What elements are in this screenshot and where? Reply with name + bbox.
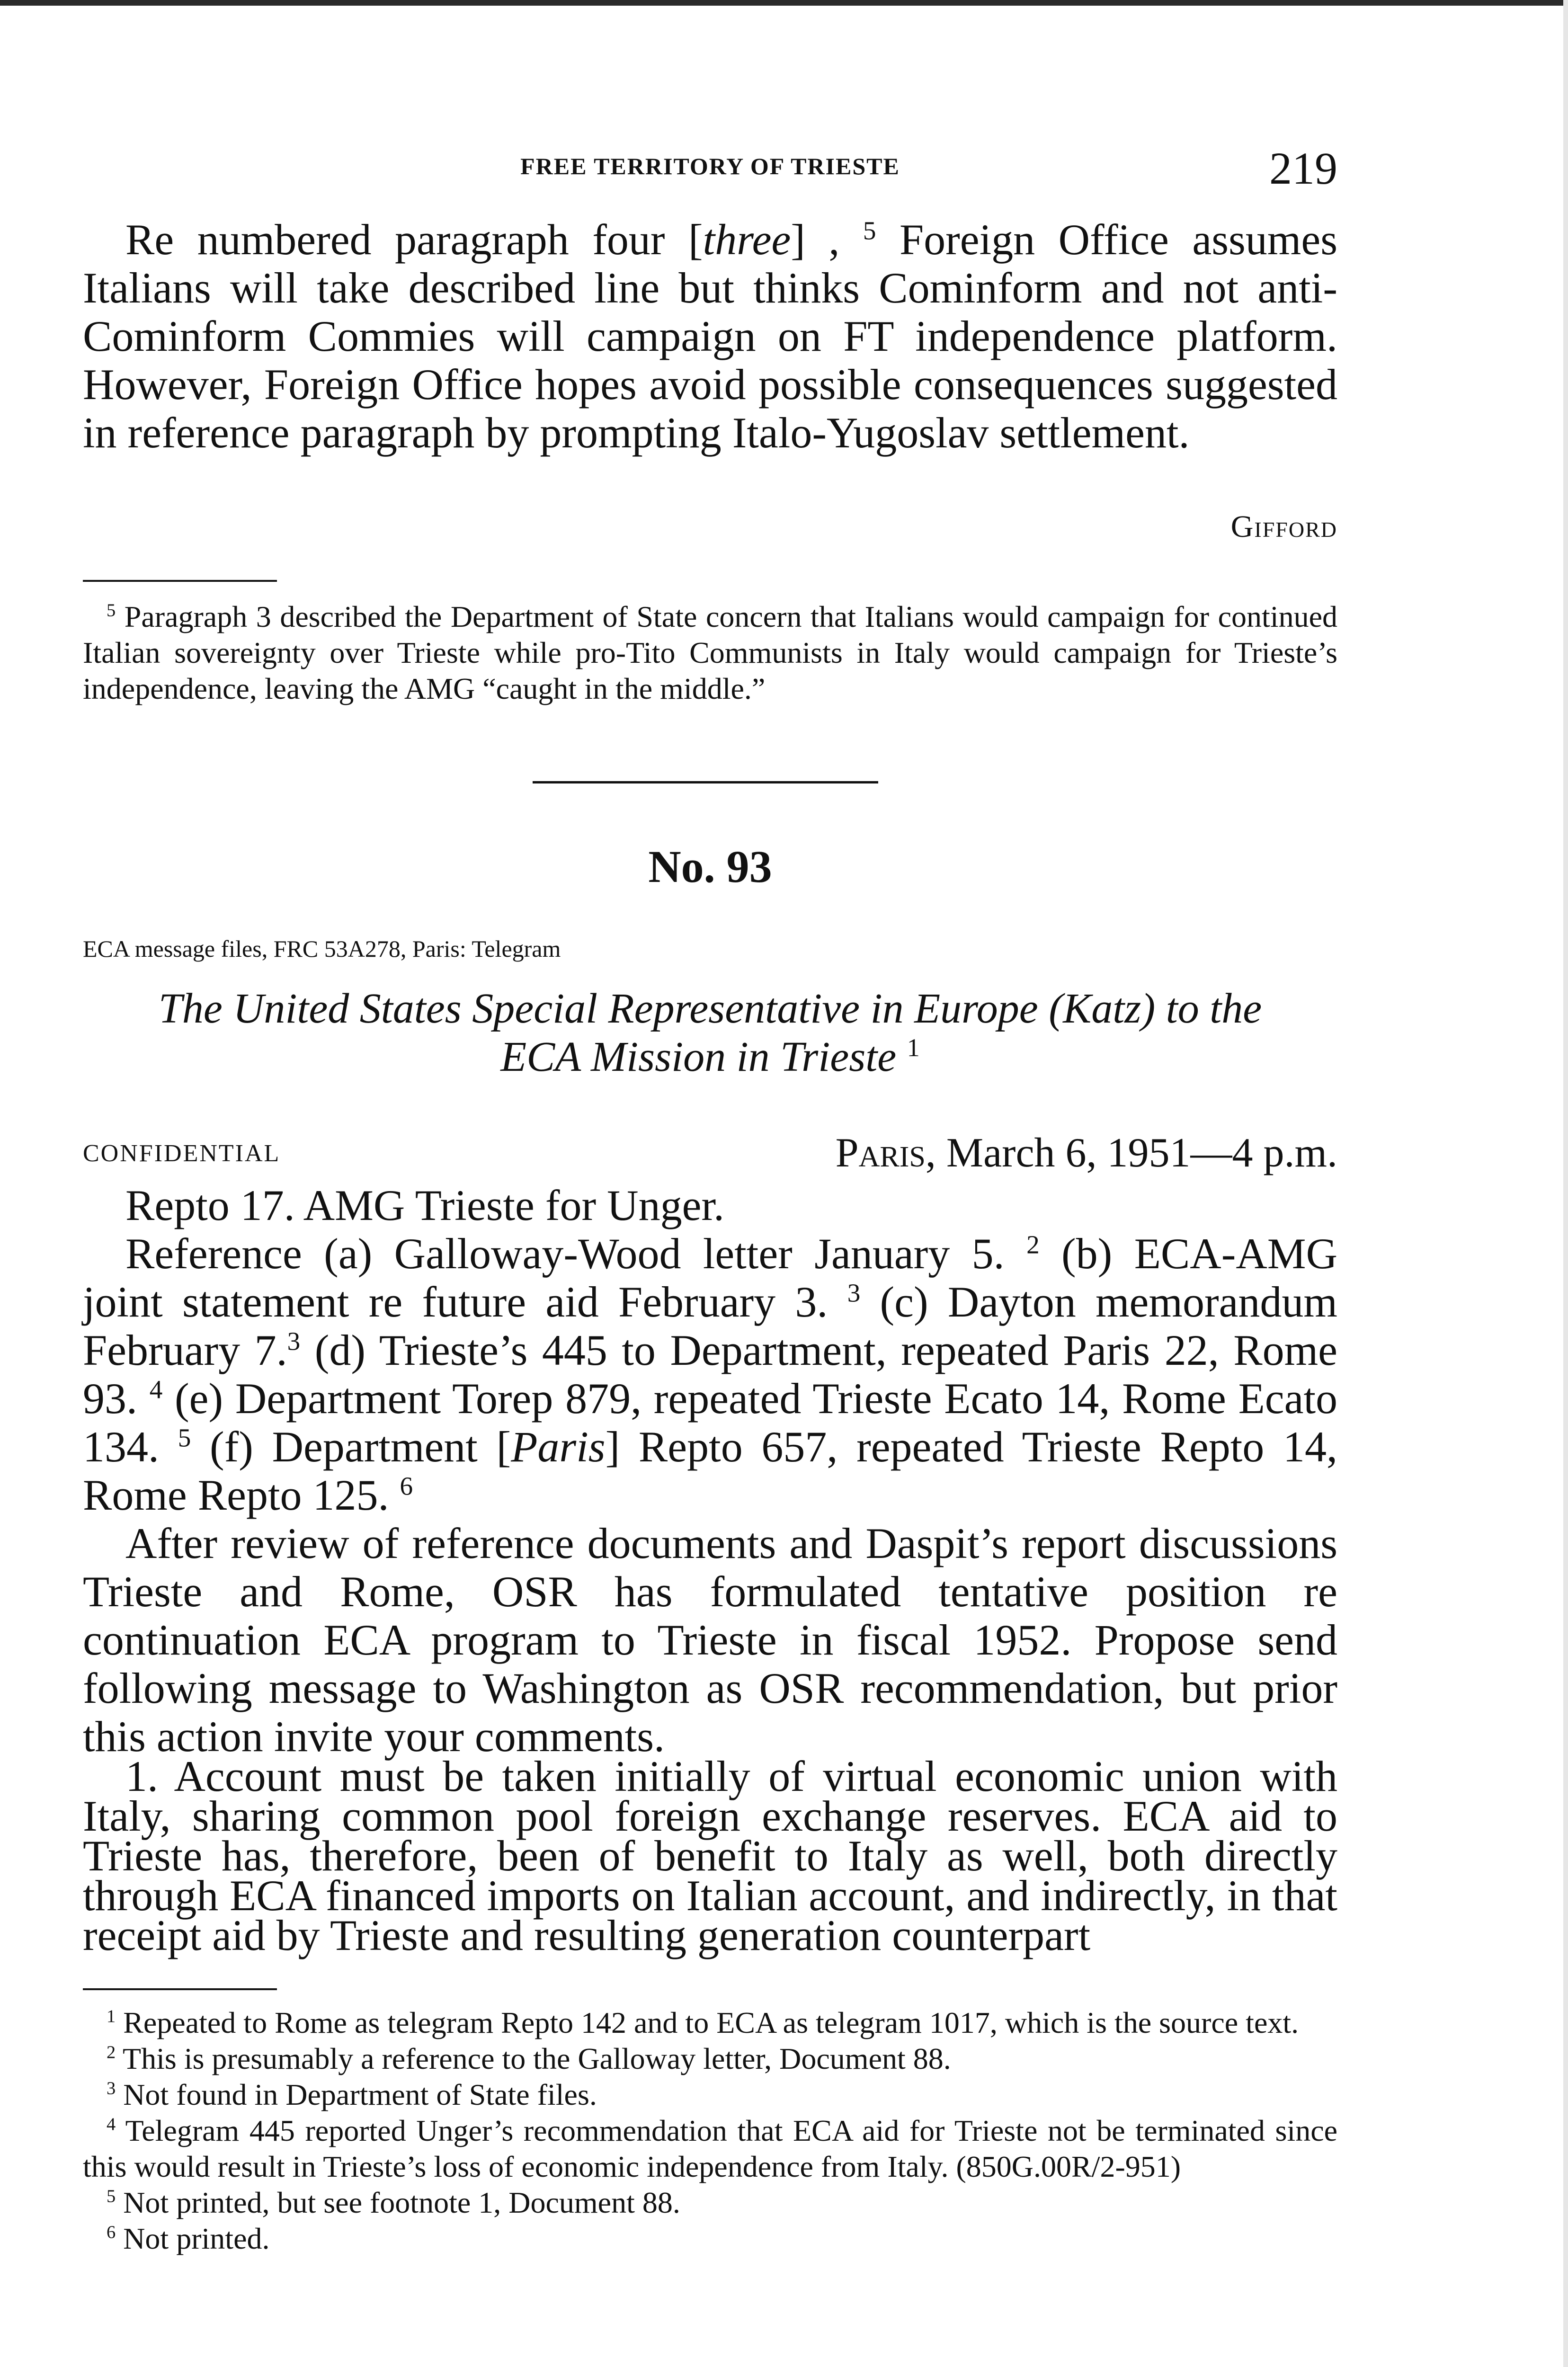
document-source: ECA message files, FRC 53A278, Paris: Telegram [83, 935, 561, 962]
footnote-ref: 3 [287, 1326, 301, 1356]
footnote-rule [83, 1988, 277, 1990]
scan-right-edge [1563, 0, 1568, 2367]
footnote-ref: 4 [149, 1375, 163, 1404]
footnote-6 [83, 2221, 1337, 2257]
body-paragraph-2 [83, 1229, 1337, 1519]
section-rule [533, 781, 878, 783]
footnote-marker: 6 [107, 2222, 116, 2242]
document-number: No. 93 [648, 841, 772, 892]
footnote-ref: 3 [847, 1278, 861, 1308]
footnote-text: Not found in Department of State files. [116, 2078, 597, 2111]
footnote-text: Paragraph 3 described the Department of State concern that Italians would campaign for continued Italian sovereignty over Trieste while pro-Tito Communists in Italy would campaign for Trieste’s independence, leaving the AMG “caught in the middle.” [83, 600, 1337, 705]
text-run: (b) ECA-AMG joint statement re future aid February 3. [83, 1229, 1338, 1326]
text-run: Foreign Office assumes Italians will take described line but thinks Cominform and not anti-Cominform Commies will campaign on FT independence platform. However, Foreign Office hopes avoid possible consequences suggested in reference paragraph by prompting Italo-Yugoslav settlement. [83, 215, 1338, 457]
document-title-line: ECA Mission in Trieste [500, 1033, 907, 1080]
footnote-ref: 2 [1026, 1230, 1040, 1259]
text-run: ] , [791, 215, 863, 264]
top-paragraph-block [83, 215, 1337, 457]
footnote-marker: 5 [107, 600, 116, 621]
body-paragraph-1: Repto 17. AMG Trieste for Unger. [125, 1181, 724, 1229]
footnote-text: This is presumably a reference to the Galloway letter, Document 88. [116, 2042, 951, 2075]
scan-top-edge [0, 0, 1568, 6]
footnote-ref: 5 [178, 1423, 191, 1452]
footnote-marker: 1 [107, 2006, 116, 2027]
footnotes [83, 2005, 1337, 2257]
running-head-title: FREE TERRITORY OF TRIESTE [520, 153, 900, 179]
document-title [83, 985, 1337, 1081]
footnote-text: Telegram 445 reported Unger’s recommendation that ECA aid for Trieste not be terminated since this would result in Trieste’s loss of economic independence from Italy. (850G.00R/2-951) [83, 2114, 1337, 2183]
footnote-marker: 3 [107, 2078, 116, 2099]
footnote-text: Not printed, but see footnote 1, Document 88. [116, 2186, 680, 2219]
text-run: (c) Dayton memorandum February 7. [83, 1278, 1337, 1374]
footnote-4 [83, 2113, 1337, 2185]
place-date [836, 1129, 1337, 1177]
signature: Gifford [1230, 509, 1337, 544]
footnote-ref: 6 [400, 1471, 413, 1501]
body-paragraph-4: 1. Account must be taken initially of virtual economic union with Italy, sharing common pool foreign exchange reserves. ECA aid to Trieste has, therefore, been of benefit to Italy as well, both directly through ECA financed imports on Italian account, and indirectly, in that receipt aid by Trieste and resulting generation counterpart [83, 1752, 1337, 1959]
text-run: ] Repto 657, repeated Trieste Repto 14, Rome Repto 125. [83, 1423, 1338, 1519]
text-run: (e) Department Torep 879, repeated Trieste Ecato 14, Rome Ecato 134. [83, 1374, 1338, 1471]
text-run: (f) Department [ [191, 1423, 511, 1471]
footnote-ref: 1 [907, 1033, 920, 1062]
place: Paris [835, 1130, 926, 1176]
text-run: (d) Trieste’s 445 to Department, repeated Paris 22, Rome 93. [83, 1326, 1337, 1423]
footnote-text: Repeated to Rome as telegram Repto 142 and to ECA as telegram 1017, which is the source text. [116, 2006, 1299, 2039]
footnote-marker: 5 [107, 2186, 116, 2207]
document-title-line: The United States Special Representative in Europe (Katz) to the [158, 985, 1262, 1032]
text-run: Re numbered paragraph four [ [125, 215, 703, 264]
body-paragraph-3: After review of reference documents and Daspit’s report discussions Trieste and Rome, OSR has formulated tentative position re continuation ECA program to Trieste in fiscal 1952. Propose send following message to Washington as OSR recommendation, but prior this action invite your comments. [83, 1519, 1337, 1761]
footnote-2 [83, 2041, 1337, 2077]
page-number: 219 [1269, 143, 1337, 194]
body [83, 1181, 1337, 1761]
footnote-marker: 4 [107, 2114, 116, 2135]
footnote-1 [83, 2005, 1337, 2041]
signature-row [83, 509, 1337, 547]
footnote-5 [83, 2185, 1337, 2221]
top-paragraph [83, 215, 1337, 457]
italic-insert: three [703, 215, 791, 264]
text-run: Reference (a) Galloway-Wood letter January 5. [125, 1229, 1027, 1278]
running-head [83, 142, 1337, 194]
date: , March 6, 1951—4 p.m. [925, 1130, 1337, 1176]
footnote-marker: 2 [107, 2042, 116, 2063]
footnote-rule [83, 580, 277, 582]
footnote-3 [83, 2077, 1337, 2113]
italic-insert: Paris [511, 1423, 606, 1471]
body-numbered [83, 1752, 1337, 1959]
classification-line [83, 1129, 1337, 1176]
footnote-top [83, 599, 1337, 707]
classification: CONFIDENTIAL [83, 1140, 281, 1167]
footnote-text: Not printed. [116, 2222, 270, 2255]
footnote-ref: 5 [863, 216, 876, 245]
